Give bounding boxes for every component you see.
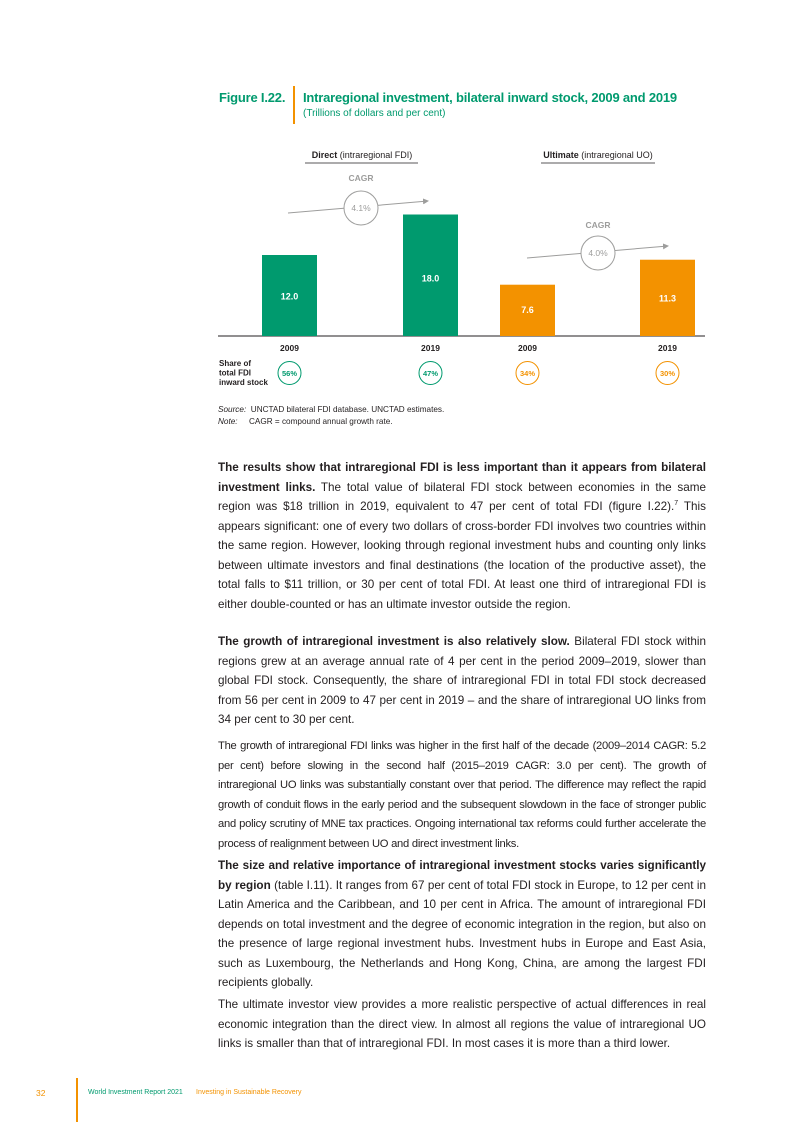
year-label-ultimate-2009: 2009	[518, 343, 537, 353]
panel-title-suffix-ultimate: (intraregional UO)	[581, 150, 653, 160]
note-text: CAGR = compound annual growth rate.	[248, 417, 393, 426]
share-label-line-1: Share of	[219, 359, 252, 368]
panel-title-suffix-direct: (intraregional FDI)	[339, 150, 413, 160]
paragraph-2-lead: The growth of intraregional investment is also relatively slow.	[218, 635, 570, 648]
cagr-value-ultimate: 4.0%	[588, 248, 608, 258]
share-value-direct-2009: 56%	[281, 369, 298, 378]
share-value-direct-2019: 47%	[422, 369, 439, 378]
figure-subtitle: (Trillions of dollars and per cent)	[303, 108, 446, 119]
paragraph-4-lead: The size and relative importance of intraregional investment stocks varies significantly by region	[218, 859, 706, 892]
panel-title-direct	[312, 150, 413, 160]
panel-title-name-ultimate: Ultimate	[543, 150, 582, 160]
note-label: Note:	[218, 417, 238, 426]
source-label: Source:	[218, 405, 247, 414]
paragraph-1-text-b: This appears significant: one of every two dollars of cross-border FDI involves two countries within the same region. However, looking through regional investment hubs and counting only links between ultimate investors and final destinations (the location of the productive asset), the total falls to $11 trillion, or 30 per cent of total FDI. At least one third of intraregional FDI is either double-counted or has an ultimate investor outside the region.	[218, 500, 706, 611]
bar-label-direct-2019: 18.0	[421, 273, 440, 284]
page-number: 32	[36, 1088, 46, 1098]
paragraph-1-lead: The results show that intraregional FDI is less important than it appears from bilateral investment links.	[218, 461, 706, 494]
paragraph-1	[218, 458, 706, 614]
share-label-line-2: total FDI	[219, 368, 251, 378]
paragraph-3: The growth of intraregional FDI links was higher in the first half of the decade (2009–2014 CAGR: 5.2 per cent) before slowing in the second half (2015–2019 CAGR: 3.0 per cent). The growth of intraregional UO links was substantially constant over that period. The difference may reflect the rapid growth of conduit flows in the early period and the subsequent slowdown in the face of stronger public and policy scrutiny of MNE tax practices. Ongoing international tax reforms could further accelerate the process of realignment between UO and direct investment links.	[218, 740, 706, 850]
share-value-ultimate-2009: 34%	[519, 369, 536, 378]
bar-label-ultimate-2009: 7.6	[521, 304, 534, 315]
panel-title-name-direct: Direct	[311, 150, 340, 160]
share-label-line-3: inward stock	[219, 378, 268, 387]
source-text: UNCTAD bilateral FDI database. UNCTAD estimates.	[250, 405, 445, 414]
panel-title-ultimate	[543, 150, 653, 160]
footnote-ref-7: 7	[674, 500, 679, 508]
paragraph-4-text: (table I.11). It ranges from 67 per cent of total FDI stock in Europe, to 12 per cent in Latin America and the Caribbean, and 10 per cent in Africa. The amount of intraregional FDI depends on total investment and the degree of economic integration in the region, but also on the presence of large regional investment hubs. Investment hubs in Europe and East Asia, such as Luxembourg, the Netherlands and Hong Kong, China, are among the largest FDI recipients globally.	[218, 878, 706, 989]
figure-label: Figure I.22.	[219, 90, 286, 105]
bar-label-direct-2009: 12.0	[280, 291, 299, 302]
intraregional-investment-chart	[0, 0, 793, 420]
cagr-label-ultimate: CAGR	[585, 220, 611, 230]
bar-label-ultimate-2019: 11.3	[658, 293, 677, 304]
paragraph-1-text-a: The total value of bilateral FDI stock between economies in the same region was $18 trillion in 2019, equivalent to 47 per cent of total FDI (figure I.22).	[218, 480, 706, 513]
year-label-ultimate-2019: 2019	[658, 343, 677, 353]
footer-report-theme: Investing in Sustainable Recovery	[196, 1089, 302, 1096]
cagr-label-direct: CAGR	[348, 173, 374, 183]
paragraph-4	[218, 856, 706, 993]
footer-divider	[76, 1078, 78, 1122]
paragraph-2-text: Bilateral FDI stock within regions grew at an average annual rate of 4 per cent in the period 2009–2019, slower than global FDI stock. Consequently, the share of intraregional FDI in total FDI stock decreased from 56 per cent in 2009 to 47 per cent in 2019 – and the share of intraregional UO links from 34 per cent to 30 per cent.	[218, 635, 706, 726]
year-label-direct-2019: 2019	[421, 343, 440, 353]
footer-report-title: World Investment Report 2021	[88, 1089, 183, 1096]
year-label-direct-2009: 2009	[280, 343, 299, 353]
note-line	[218, 417, 393, 426]
paragraph-5: The ultimate investor view provides a more realistic perspective of actual differences in real economic integration than the direct view. In almost all regions the value of intraregional UO links is smaller than that of intraregional FDI. In most cases it is more than a third lower.	[218, 998, 706, 1050]
source-line	[218, 405, 444, 414]
paragraph-2	[218, 632, 706, 730]
figure-title: Intraregional investment, bilateral inward stock, 2009 and 2019	[303, 90, 677, 105]
cagr-value-direct: 4.1%	[351, 203, 371, 213]
share-value-ultimate-2019: 30%	[659, 369, 676, 378]
